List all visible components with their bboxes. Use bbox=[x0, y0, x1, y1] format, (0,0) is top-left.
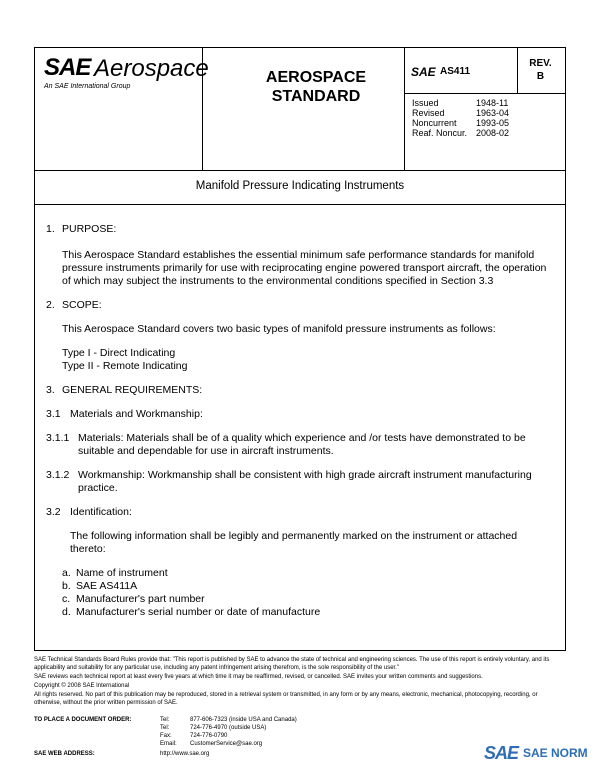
list-marker: c. bbox=[62, 593, 71, 605]
footer-review: SAE reviews each technical report at least every five years at which time it may be reaffirmed, revised, or cancelled. SAE invites your written comments and suggestions. bbox=[34, 674, 483, 680]
date-label: Reaf. Noncur. bbox=[412, 128, 468, 138]
list-text: Name of instrument bbox=[76, 567, 168, 579]
section-3-1-2 bbox=[46, 469, 554, 495]
type-2: Type II - Remote Indicating bbox=[62, 360, 188, 372]
section-number: 3. bbox=[46, 384, 55, 396]
order-label: TO PLACE A DOCUMENT ORDER: bbox=[34, 717, 132, 723]
section-2-heading bbox=[46, 299, 554, 312]
list-marker: a. bbox=[62, 567, 71, 579]
doc-sae-logo: SAE bbox=[411, 65, 436, 79]
section-3-heading bbox=[46, 384, 554, 397]
section-title: Identification: bbox=[70, 506, 132, 518]
document-title: Manifold Pressure Indicating Instruments bbox=[195, 180, 405, 192]
section-number: 2. bbox=[46, 299, 55, 311]
footer-notice bbox=[34, 656, 566, 707]
revision-label: REV. bbox=[529, 58, 552, 69]
list-item bbox=[62, 567, 554, 580]
fax-label: Fax: bbox=[160, 733, 172, 739]
date-value: 1948-11 bbox=[476, 98, 509, 108]
date-value: 1963-04 bbox=[476, 108, 510, 118]
header-hline bbox=[404, 93, 566, 94]
section-number: 3.1.2 bbox=[46, 469, 70, 481]
footer-copyright: Copyright © 2008 SAE International bbox=[34, 683, 130, 689]
list-text: SAE AS411A bbox=[76, 580, 138, 592]
standard-title-line1: AEROSPACE bbox=[265, 69, 367, 86]
section-number: 3.2 bbox=[46, 506, 61, 518]
date-row bbox=[412, 108, 509, 118]
aerospace-logo-text: Aerospace bbox=[94, 55, 209, 82]
section-number: 3.1 bbox=[46, 408, 61, 420]
web-link[interactable]: http://www.sae.org bbox=[160, 751, 210, 757]
section-text: Workmanship: Workmanship shall be consistent with high grade aircraft instrument manufacturing practice. bbox=[78, 469, 532, 494]
tel-value: 877-606-7323 (inside USA and Canada) bbox=[190, 717, 297, 723]
email-label: Email: bbox=[160, 741, 177, 747]
sae-logo: SAE bbox=[44, 54, 91, 81]
tel2-value: 724-776-4970 (outside USA) bbox=[190, 725, 267, 731]
list-item bbox=[62, 606, 554, 619]
date-row bbox=[412, 118, 509, 128]
list-marker: b. bbox=[62, 580, 71, 592]
section-1-text: This Aerospace Standard establishes the essential minimum safe performance standards for manifold pressure instruments primarily for use with reciprocating engine powered transport aircraft, the operation of which may subject the instruments to the environmental conditions specified in Section 3.3 bbox=[62, 249, 547, 287]
section-3-1-1 bbox=[46, 432, 554, 458]
section-3-2-text: The following information shall be legibly and permanently marked on the instrument or attached thereto: bbox=[70, 530, 518, 555]
revision-block bbox=[518, 57, 563, 83]
list-text: Manufacturer's part number bbox=[76, 593, 205, 605]
doc-number: AS411 bbox=[440, 66, 471, 77]
section-number: 3.1.1 bbox=[46, 432, 70, 444]
document-body bbox=[46, 223, 554, 619]
list-item bbox=[62, 593, 554, 606]
section-3-1-heading bbox=[46, 408, 554, 421]
dates-table bbox=[412, 98, 509, 138]
section-title: GENERAL REQUIREMENTS: bbox=[62, 384, 203, 396]
logo-subtitle: An SAE International Group bbox=[44, 83, 131, 90]
date-value: 2008-02 bbox=[476, 128, 510, 138]
date-label: Revised bbox=[412, 108, 445, 118]
revision-value: B bbox=[536, 71, 545, 82]
tel2-label: Tel: bbox=[160, 725, 170, 731]
date-row bbox=[412, 98, 509, 108]
date-row bbox=[412, 128, 509, 138]
section-number: 1. bbox=[46, 223, 55, 235]
list-item bbox=[62, 580, 554, 593]
tel-label: Tel: bbox=[160, 717, 170, 723]
section-3-2-heading bbox=[46, 506, 554, 519]
fax-value: 724-776-0790 bbox=[190, 733, 228, 739]
section-title: SCOPE: bbox=[62, 299, 102, 311]
order-info bbox=[34, 716, 354, 766]
footer-rights: All rights reserved. No part of this publication may be reproduced, stored in a retrieval system or transmitted, in any form or by any means, electronic, mechanical, photocopying, recording, or otherwise, without the prior written permission of SAE. bbox=[34, 692, 538, 706]
section-1-heading bbox=[46, 223, 554, 236]
section-title: PURPOSE: bbox=[62, 223, 117, 235]
type-1: Type I - Direct Indicating bbox=[62, 347, 176, 359]
list-marker: d. bbox=[62, 606, 71, 618]
web-label: SAE WEB ADDRESS: bbox=[34, 751, 95, 757]
identification-list bbox=[62, 567, 554, 619]
date-label: Noncurrent bbox=[412, 118, 457, 128]
sae-norm-text: SAE NORM bbox=[523, 746, 588, 760]
standard-title bbox=[216, 68, 416, 106]
section-text: Materials: Materials shall be of a quality which experience and /or tests have demonstrated to be suitable and dependable for use in aircraft instruments. bbox=[78, 432, 526, 457]
date-value: 1993-05 bbox=[476, 118, 510, 128]
email-link[interactable]: CustomerService@sae.org bbox=[190, 741, 263, 747]
section-2-text: This Aerospace Standard covers two basic types of manifold pressure instruments as follows: bbox=[62, 323, 496, 335]
list-text: Manufacturer's serial number or date of manufacture bbox=[76, 606, 321, 618]
section-title: Materials and Workmanship: bbox=[70, 408, 203, 420]
sae-norm-logo: SAE bbox=[484, 743, 519, 763]
header-divider-2 bbox=[404, 47, 405, 171]
date-label: Issued bbox=[412, 98, 439, 108]
footer-rules: SAE Technical Standards Board Rules provide that: "This report is published by SAE to advance the state of technical and engineering sciences. The use of this report is entirely voluntary, and its applicability and suitability for any particular use, including any patent infringement arising therefrom, is the sole responsibility of the user." bbox=[34, 657, 550, 671]
standard-title-line2: STANDARD bbox=[271, 88, 361, 105]
